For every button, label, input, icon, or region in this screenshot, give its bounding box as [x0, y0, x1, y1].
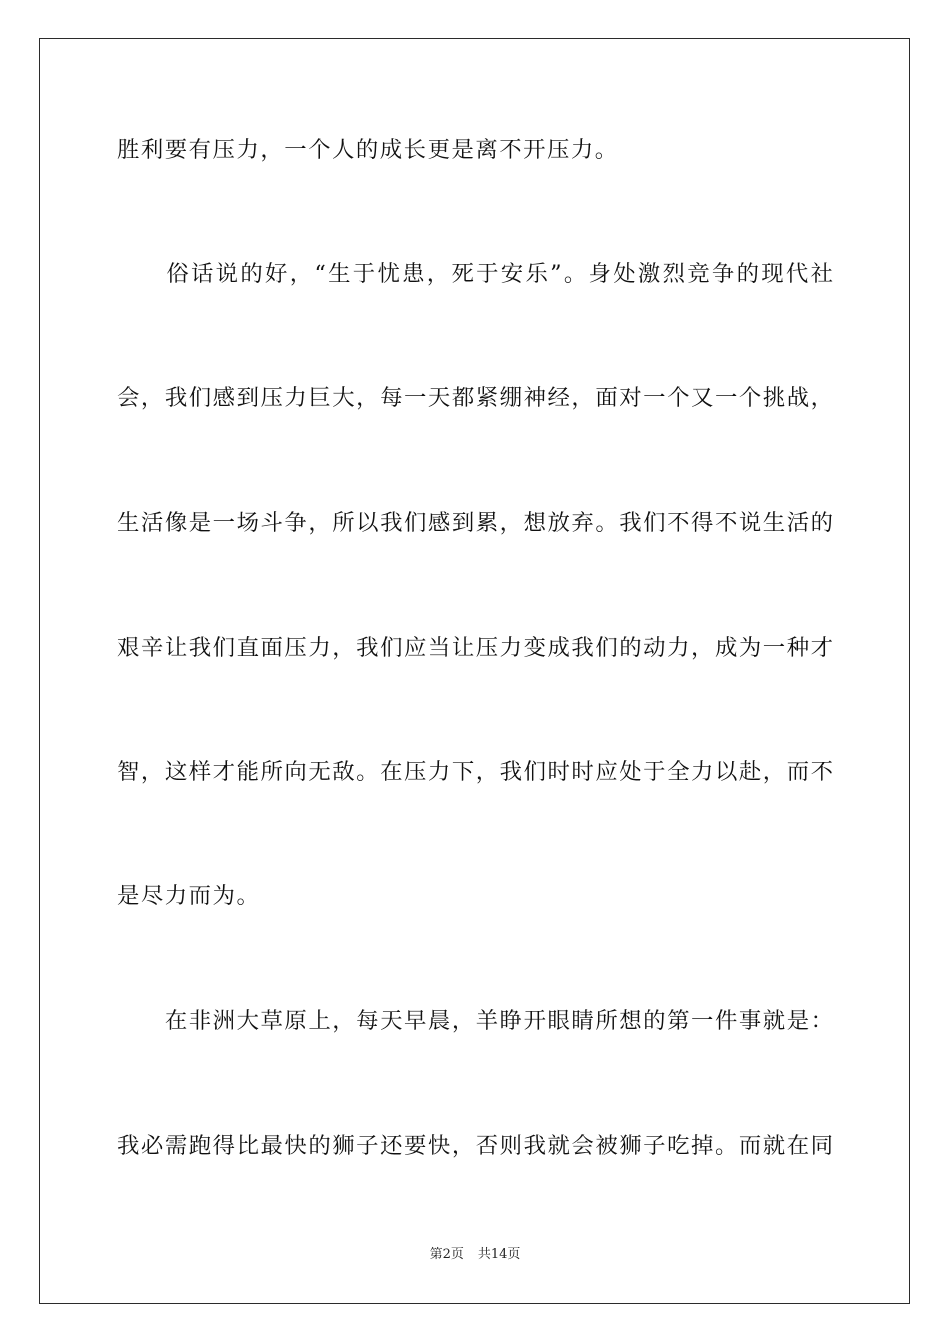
text-line-5: 艰辛让我们直面压力，我们应当让压力变成我们的动力，成为一种才	[117, 635, 833, 661]
page-number: 第2页	[429, 1247, 464, 1262]
text-line-6: 智，这样才能所向无敌。在压力下，我们时时应处于全力以赴，而不	[117, 759, 833, 785]
text-line-8: 在非洲大草原上，每天早晨，羊睁开眼睛所想的第一件事就是：	[117, 1008, 833, 1034]
page-border	[39, 38, 910, 1304]
text-line-2: 俗话说的好，“生于忧患，死于安乐”。身处激烈竞争的现代社	[117, 261, 833, 287]
text-line-1: 胜利要有压力，一个人的成长更是离不开压力。	[117, 137, 619, 163]
text-line-7: 是尽力而为。	[117, 883, 261, 909]
text-line-3: 会，我们感到压力巨大，每一天都紧绷神经，面对一个又一个挑战，	[117, 385, 833, 411]
text-line-4: 生活像是一场斗争，所以我们感到累，想放弃。我们不得不说生活的	[117, 510, 833, 536]
page-total: 共14页	[477, 1247, 521, 1262]
page-footer	[0, 1246, 950, 1264]
text-line-9: 我必需跑得比最快的狮子还要快，否则我就会被狮子吃掉。而就在同	[117, 1133, 833, 1159]
